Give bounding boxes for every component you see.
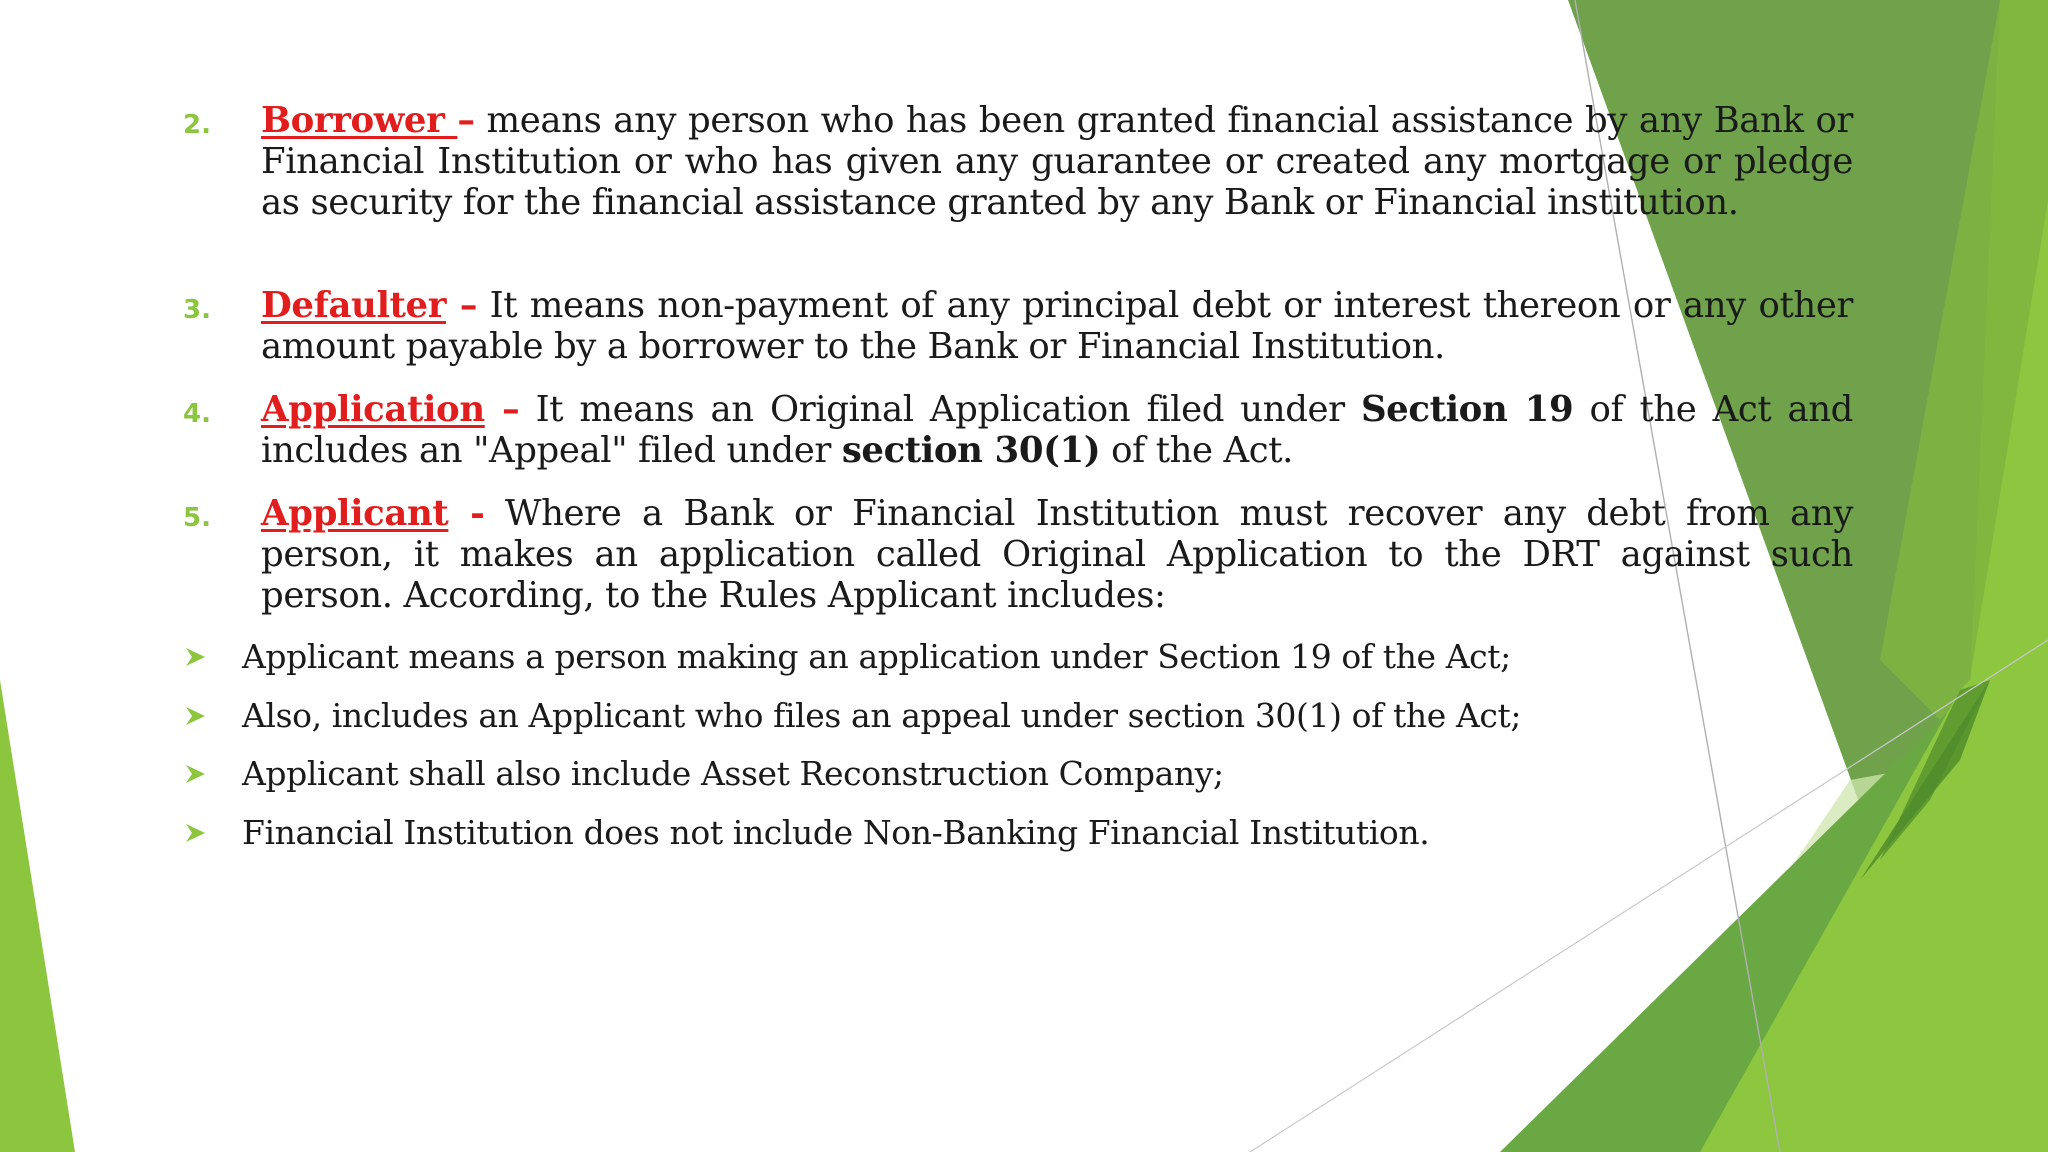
- bullet-text: Financial Institution does not include Non-Banking Financial Institution.: [242, 813, 1430, 852]
- definition-number: 2.: [183, 110, 211, 140]
- section-reference: Section 19: [1360, 389, 1574, 430]
- term-separator: –: [484, 389, 520, 430]
- bullet-text: Applicant means a person making an application under Section 19 of the Act;: [242, 637, 1511, 676]
- term-label: Defaulter: [261, 285, 447, 326]
- definition-number: 3.: [183, 295, 211, 325]
- term-separator: –: [457, 100, 475, 141]
- bullet-item: [183, 811, 1583, 855]
- bullet-item: [183, 752, 1583, 796]
- section-reference: section 30(1): [841, 430, 1101, 471]
- definition-application: [183, 389, 1853, 471]
- term-label: Applicant: [261, 493, 449, 534]
- definition-text: [261, 389, 1853, 471]
- definition-applicant: [183, 493, 1853, 616]
- bullet-text: Applicant shall also include Asset Reconstruction Company;: [242, 754, 1224, 793]
- bullet-item: [183, 635, 1583, 679]
- definition-defaulter: [183, 285, 1853, 367]
- definition-borrower: [183, 100, 1853, 223]
- arrowhead-bullet-icon: [183, 645, 207, 669]
- definition-text: [261, 100, 1853, 223]
- definition-text: [261, 285, 1853, 367]
- term-separator: –: [446, 285, 478, 326]
- bullet-item: [183, 694, 1583, 738]
- arrowhead-bullet-icon: [183, 821, 207, 845]
- definition-body: of the Act.: [1100, 430, 1294, 471]
- definition-body: It means an Original Application filed under: [519, 389, 1361, 430]
- definition-body: Where a Bank or Financial Institution must recover any debt from any person, it makes an application called Original Application to the DRT against such person. According, to the Rules Applicant includes:: [261, 493, 1853, 616]
- term-separator: -: [448, 493, 485, 534]
- definition-body: of the Act and includes an "Appeal" filed under: [261, 389, 1853, 471]
- definition-text: [261, 493, 1853, 616]
- definition-body: means any person who has been granted financial assistance by any Bank or Financial Institution or who has given any guarantee or created any mortgage or pledge as security for the financial assistance granted by any Bank or Financial institution.: [261, 100, 1853, 223]
- definition-body: It means non-payment of any principal debt or interest thereon or any other amount payable by a borrower to the Bank or Financial Institution.: [261, 285, 1853, 367]
- bullet-text: Also, includes an Applicant who files an appeal under section 30(1) of the Act;: [242, 696, 1522, 735]
- arrowhead-bullet-icon: [183, 704, 207, 728]
- term-label: Application: [261, 389, 485, 430]
- definition-number: 4.: [183, 399, 211, 429]
- arrowhead-bullet-icon: [183, 762, 207, 786]
- definition-number: 5.: [183, 503, 211, 533]
- term-label: Borrower: [261, 100, 458, 141]
